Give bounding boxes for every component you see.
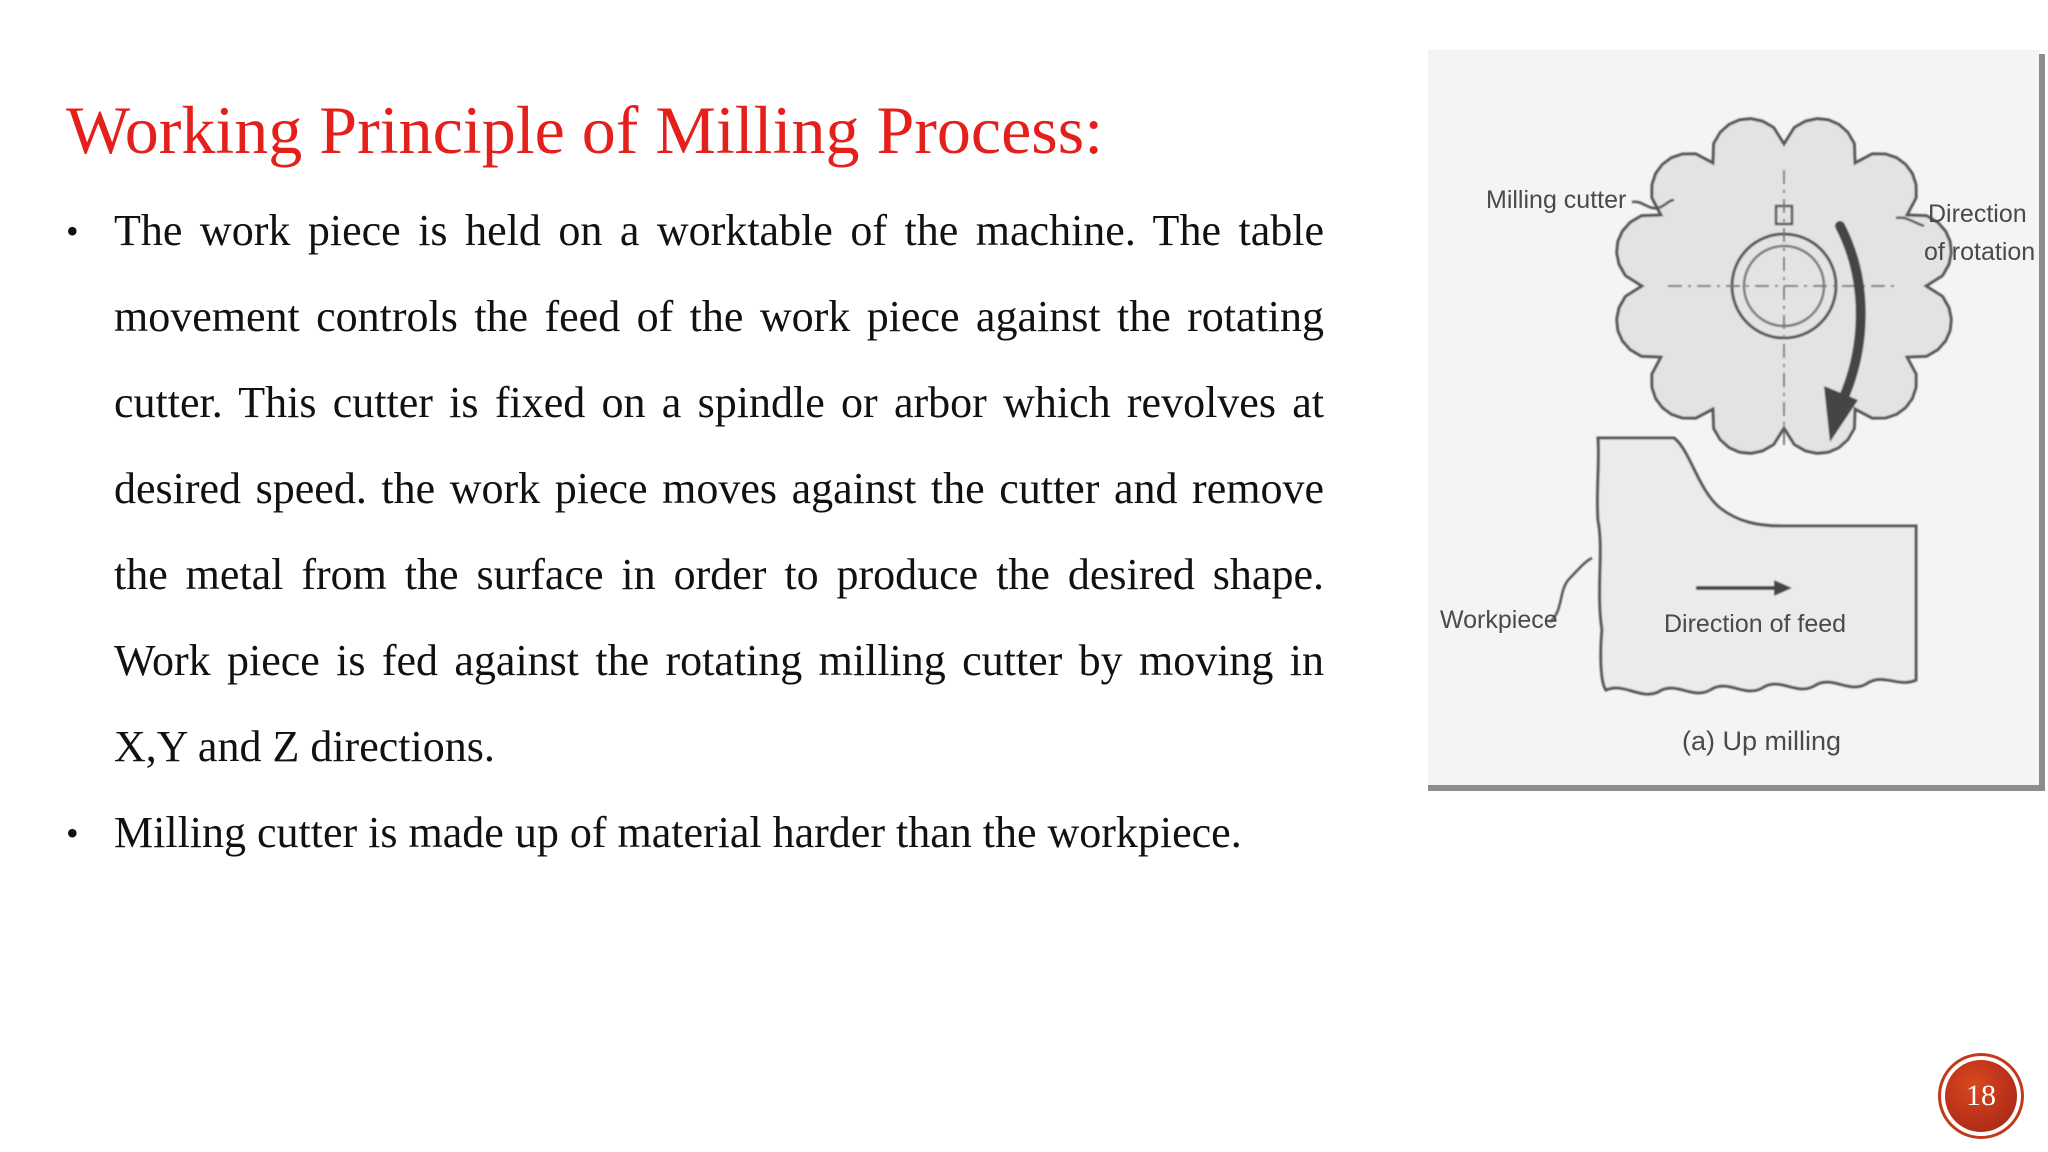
label-milling-cutter: Milling cutter <box>1486 186 1627 214</box>
label-of-rotation: of rotation <box>1924 238 2036 266</box>
label-direction: Direction <box>1928 200 2027 228</box>
label-direction-of-feed: Direction of feed <box>1664 610 1847 638</box>
bullet-item <box>66 188 1324 790</box>
bullet-text: Milling cutter is made up of material harder than the workpiece. <box>114 808 1242 857</box>
label-workpiece: Workpiece <box>1440 606 1558 634</box>
figure-caption: (a) Up milling <box>1682 726 1842 756</box>
slide-title: Working Principle of Milling Process: <box>66 92 1104 168</box>
up-milling-diagram <box>1428 50 2048 795</box>
diagram-frame-right <box>2039 54 2045 791</box>
diagram-svg <box>1428 50 2048 795</box>
bullet-dot-icon: • <box>66 211 79 251</box>
diagram-frame-bottom <box>1428 785 2044 791</box>
page-number-badge: 18 <box>1945 1060 2017 1132</box>
bullet-text: The work piece is held on a worktable of the machine. The table movement controls the feed of the work piece against the rotating cutter. This cutter is fixed on a spindle or arbor which revolves at desired speed. the work piece moves against the cutter and remove the metal from the surface in order to produce the desired shape. Work piece is fed against the rotating milling cutter by moving in X,Y and Z directions. <box>114 206 1324 771</box>
bullet-item <box>66 790 1324 876</box>
bullet-list <box>66 188 1324 876</box>
bullet-dot-icon: • <box>66 813 79 853</box>
